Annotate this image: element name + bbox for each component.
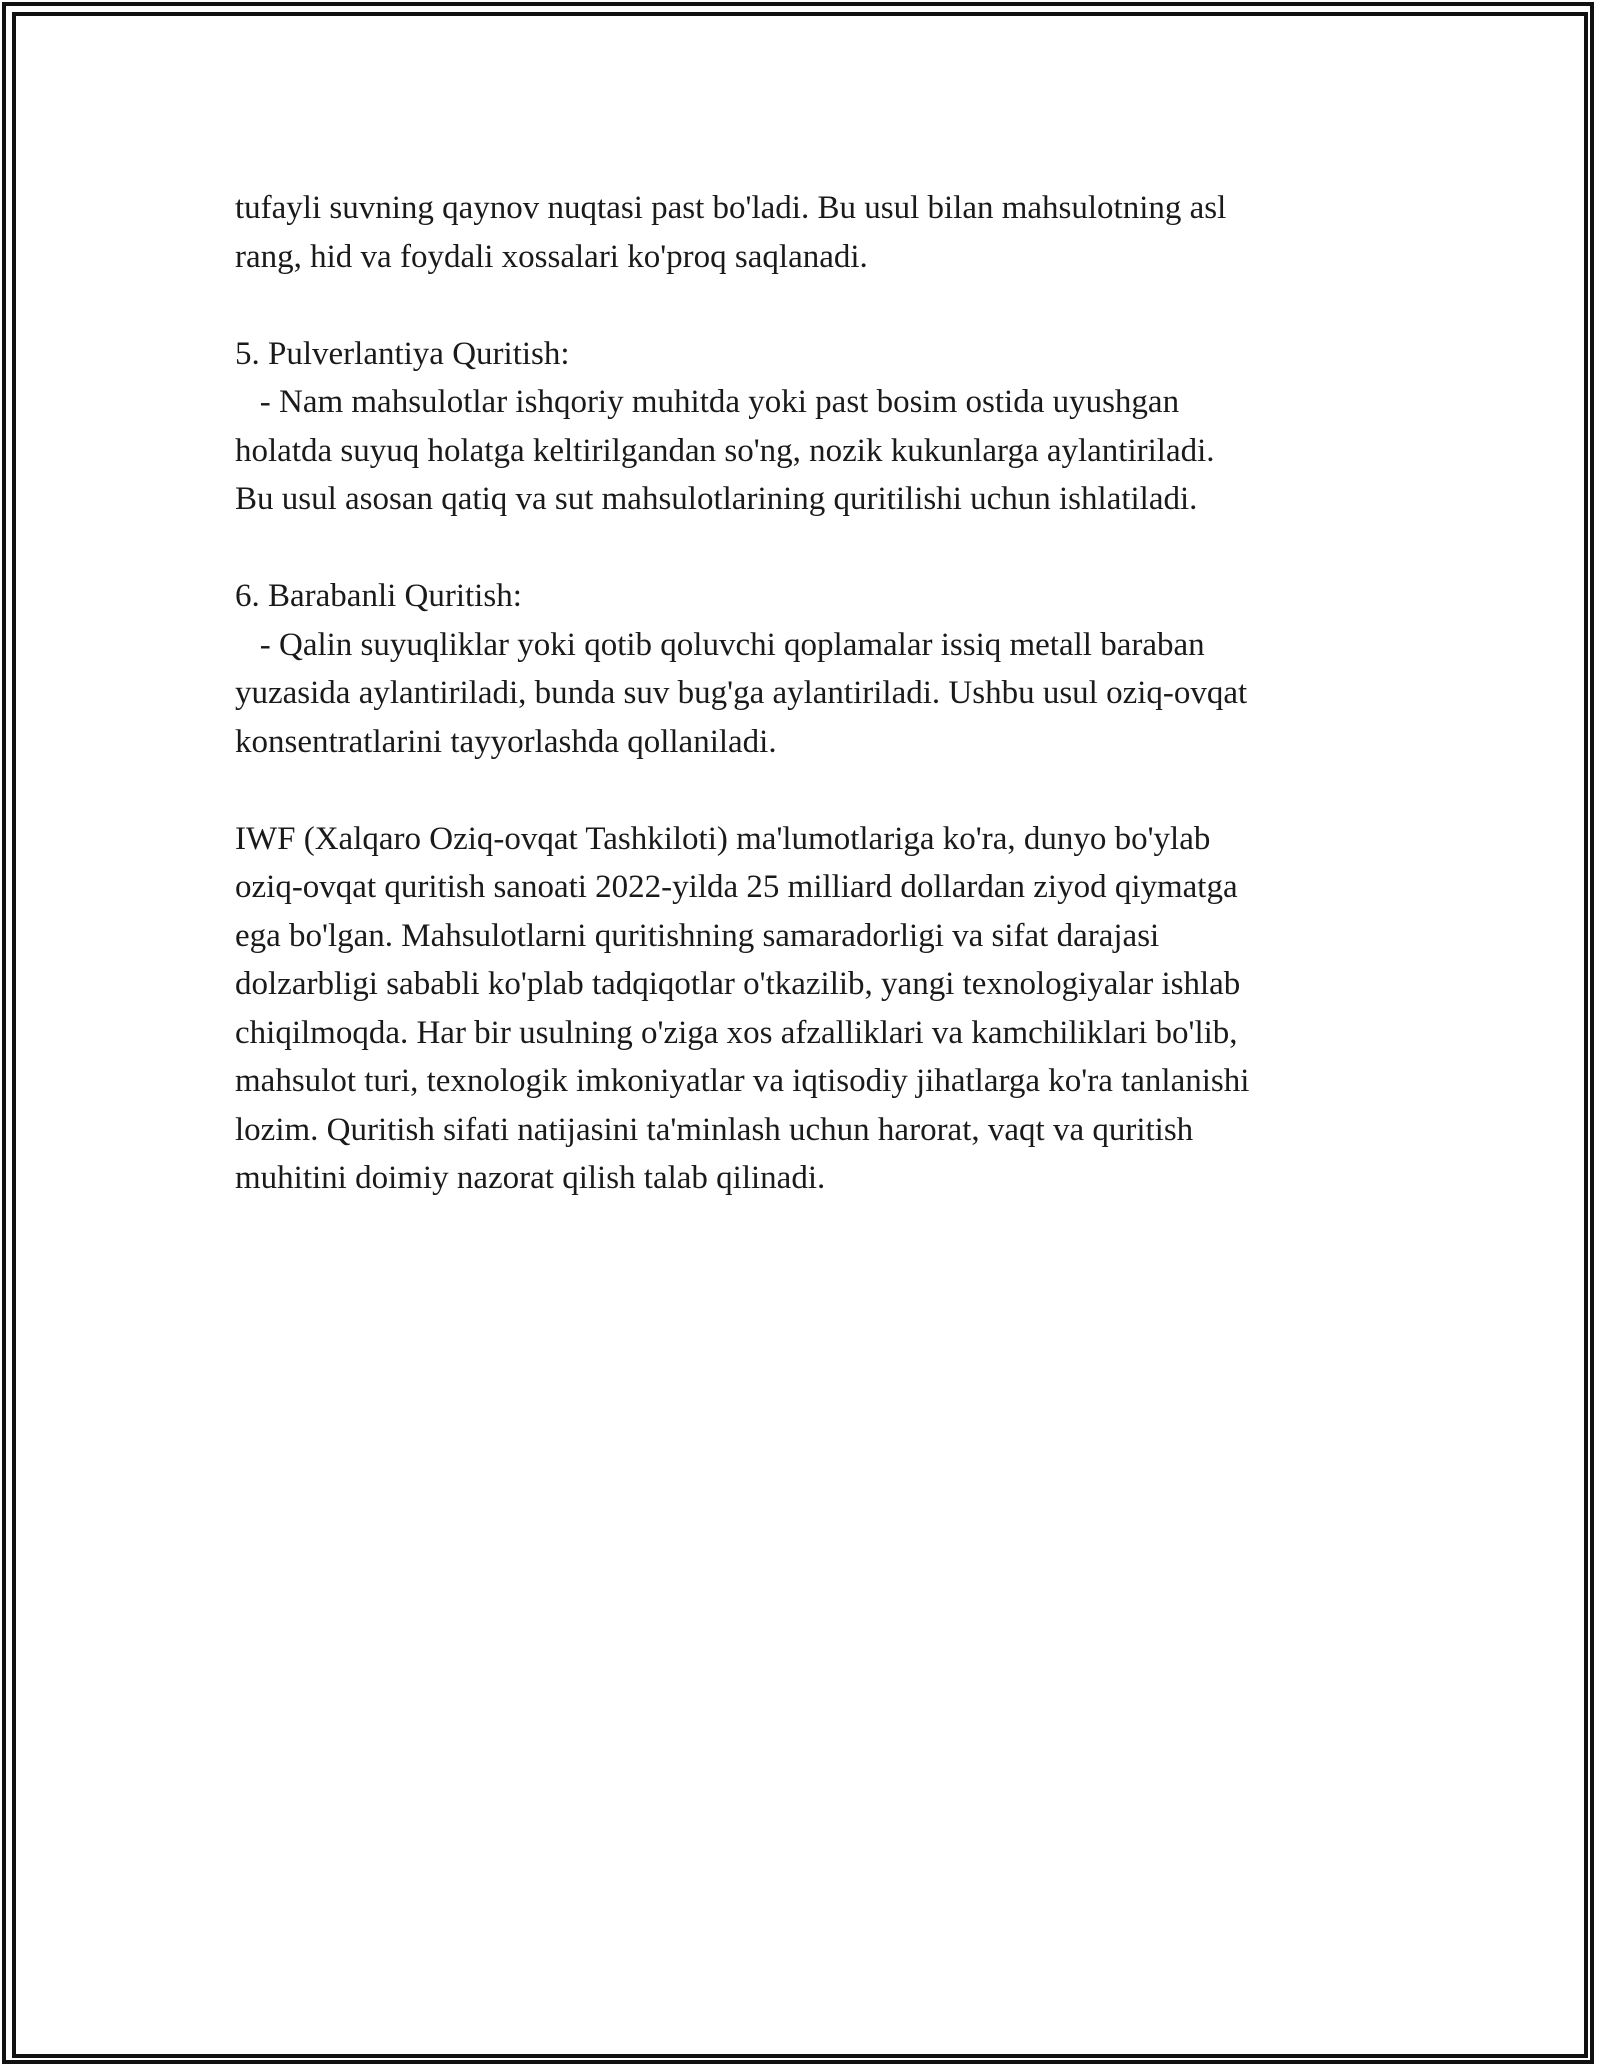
text-line: Bu usul asosan qatiq va sut mahsulotlarining quritilishi uchun ishlatiladi. [235, 481, 1198, 517]
text-line: mahsulot turi, texnologik imkoniyatlar va iqtisodiy jihatlarga ko'ra tanlanishi [235, 1063, 1250, 1099]
text-line: konsentratlarini tayyorlashda qollaniladi. [235, 723, 777, 760]
paragraph-gap [235, 524, 1385, 573]
text-line: chiqilmoqda. Har bir usulning o'ziga xos afzalliklari va kamchiliklari bo'lib, [235, 1014, 1238, 1051]
text-line: yuzasida aylantiriladi, bunda suv bug'ga aylantiriladi. Ushbu usul oziq-ovqat [235, 675, 1248, 711]
text-line: rang, hid va foydali xossalari ko'proq saqlanadi. [235, 238, 868, 275]
paragraph-gap [235, 281, 1385, 330]
section-heading: 6. Barabanli Quritish: [235, 578, 522, 614]
section-heading: 5. Pulverlantiya Quritish: [235, 335, 570, 372]
document-body [235, 184, 1385, 1203]
text-line: oziq-ovqat quritish sanoati 2022-yilda 25 milliard dollardan ziyod qiymatga [235, 869, 1238, 905]
text-line: muhitini doimiy nazorat qilish talab qilinadi. [235, 1160, 826, 1196]
text-line: lozim. Quritish sifati natijasini ta'minlash uchun harorat, vaqt va quritish [235, 1111, 1194, 1148]
text-line: IWF (Xalqaro Oziq-ovqat Tashkiloti) ma'lumotlariga ko'ra, dunyo bo'ylab [235, 820, 1211, 857]
text-line: dolzarbligi sababli ko'plab tadqiqotlar o'tkazilib, yangi texnologiyalar ishlab [235, 966, 1241, 1002]
text-line: - Qalin suyuqliklar yoki qotib qoluvchi qoplamalar issiq metall baraban [235, 626, 1205, 663]
text-line: tufayli suvning qaynov nuqtasi past bo'ladi. Bu usul bilan mahsulotning asl [235, 190, 1227, 226]
paragraph-gap [235, 766, 1385, 815]
text-line: ega bo'lgan. Mahsulotlarni quritishning samaradorligi va sifat darajasi [235, 917, 1160, 954]
text-line: holatda suyuq holatga keltirilgandan so'ng, nozik kukunlarga aylantiriladi. [235, 432, 1215, 469]
text-line: - Nam mahsulotlar ishqoriy muhitda yoki past bosim ostida uyushgan [235, 384, 1180, 420]
